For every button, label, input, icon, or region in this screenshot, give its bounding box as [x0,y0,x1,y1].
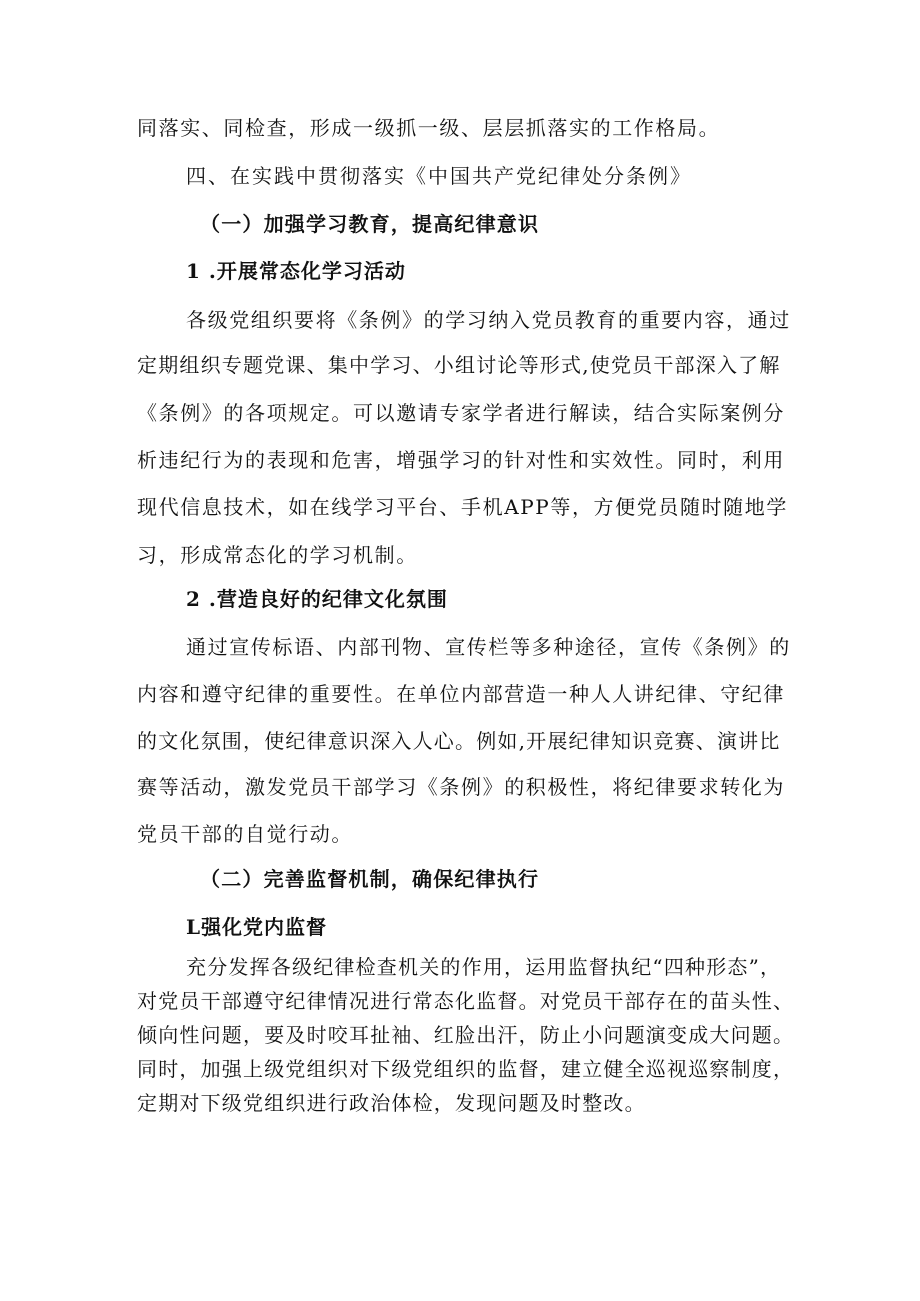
paragraph-line: 对党员干部遵守纪律情况进行常态化监督。对党员干部存在的苗头性、 [137,989,795,1013]
paragraph-line: 各级党组织要将《条例》的学习纳入党员教育的重要内容，通过 [186,308,791,332]
subsection-heading-1: （一）加强学习教育，提高纪律意识 [200,212,540,236]
paragraph-line: 《条例》的各项规定。可以邀请专家学者进行解读，结合实际案例分 [137,401,785,425]
paragraph-line: 通过宣传标语、内部刊物、宣传栏等多种途径，宣传《条例》的 [186,635,791,659]
paragraph-line: 现代信息技术，如在线学习平台、手机APP等，方便党员随时随地学 [137,495,788,519]
paragraph-line: 倾向性问题，要及时咬耳扯袖、红脸出汗，防止小问题演变成大问题。 [137,1023,795,1047]
item-heading-1-2: 2 .营造良好的纪律文化氛围 [186,587,448,611]
paragraph-line: 习，形成常态化的学习机制。 [137,543,418,567]
item-heading-1-1: 1 .开展常态化学习活动 [186,259,406,283]
paragraph-line: 定期组织专题党课、集中学习、小组讨论等形式,使党员干部深入了解 [137,353,781,377]
paragraph-line: 析违纪行为的表现和危害，增强学习的针对性和实效性。同时，利用 [137,448,785,472]
paragraph-line: 同落实、同检查，形成一级抓一级、层层抓落实的工作格局。 [137,116,721,140]
paragraph-line: 同时，加强上级党组织对下级党组织的监督，建立健全巡视巡察制度， [137,1057,795,1081]
section-heading-four: 四、在实践中贯彻落实《中国共产党纪律处分条例》 [186,164,692,188]
paragraph-line: 党员干部的自觉行动。 [137,822,353,846]
paragraph-line: 充分发挥各级纪律检查机关的作用，运用监督执纪“四种形态”， [186,955,782,979]
paragraph-line: 定期对下级党组织进行政治体检，发现问题及时整改。 [137,1091,646,1115]
subsection-heading-2: （二）完善监督机制，确保纪律执行 [200,867,540,891]
paragraph-line: 内容和遵守纪律的重要性。在单位内部营造一种人人讲纪律、守纪律 [137,682,785,706]
item-heading-2-1: L强化党内监督 [186,915,328,939]
paragraph-line: 赛等活动，激发党员干部学习《条例》的积极性，将纪律要求转化为 [137,775,785,799]
paragraph-line: 的文化氛围，使纪律意识深入人心。例如,开展纪律知识竞赛、演讲比 [137,729,781,753]
